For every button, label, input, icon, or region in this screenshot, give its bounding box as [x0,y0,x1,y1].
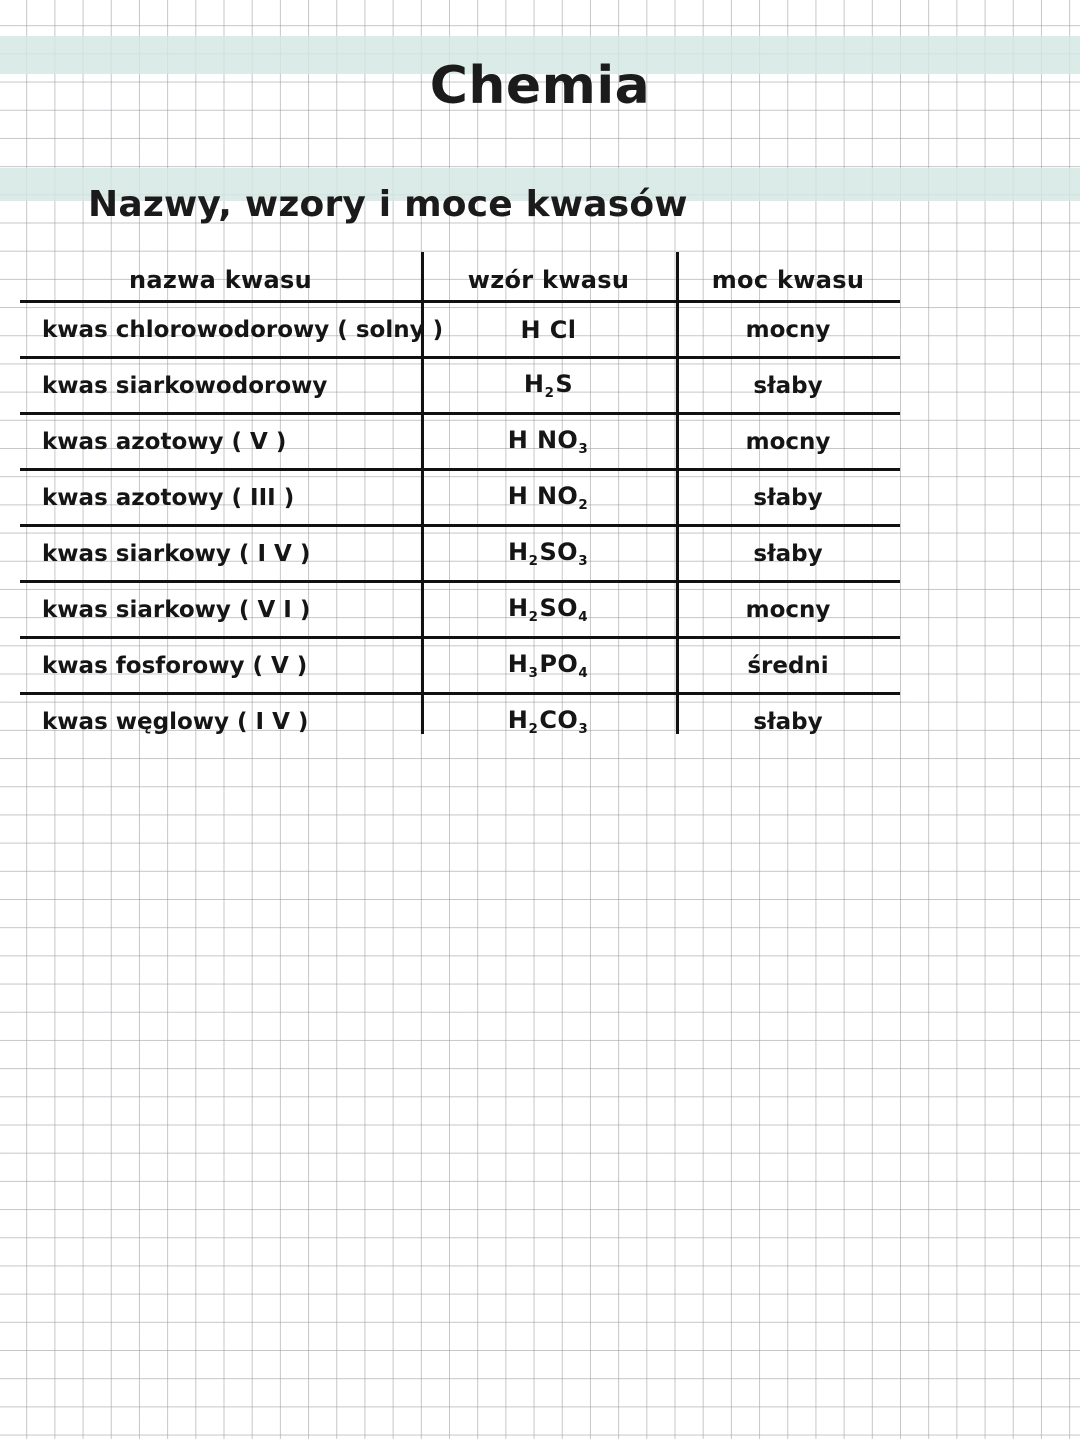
table-row [20,638,900,694]
cell-acid-strength: mocny [745,429,831,455]
cell-acid-formula [421,594,676,627]
cell-acid-formula [421,538,676,571]
cell-acid-name: kwas węglowy ( I V ) [42,709,309,735]
cell-acid-name: kwas siarkowy ( V I ) [42,597,311,623]
table-row [20,358,900,414]
table-row [20,414,900,470]
cell-acid-strength: średni [747,653,829,679]
cell-acid-formula [421,706,676,739]
header-cell-name: nazwa kwasu [129,266,312,294]
chemical-formula: $H_2S$ [523,369,574,402]
cell-acid-name: kwas azotowy ( V ) [42,429,287,455]
cell-acid-strength: słaby [753,373,823,399]
chemical-formula: H $NO_2$ [507,481,588,514]
cell-acid-strength: słaby [753,485,823,511]
cell-acid-formula [421,426,676,459]
table-row [20,694,900,750]
chemical-formula: H Cl [520,316,577,344]
table-row [20,582,900,638]
chemical-formula: $H_2SO_3$ [507,537,588,570]
cell-acid-formula [421,650,676,683]
cell-acid-name: kwas siarkowy ( I V ) [42,541,311,567]
cell-acid-name: kwas azotowy ( III ) [42,485,295,511]
cell-acid-strength: mocny [745,597,831,623]
chemical-formula: $H_2SO_4$ [507,593,588,626]
header-cell-strength: moc kwasu [711,266,865,294]
chemical-formula: $H_3PO_4$ [507,649,588,682]
chemical-formula: H $NO_3$ [507,425,588,458]
cell-acid-name: kwas fosforowy ( V ) [42,653,308,679]
chemical-formula: $H_2CO_3$ [507,705,588,738]
cell-acid-strength: słaby [753,541,823,567]
cell-acid-strength: słaby [753,709,823,735]
cell-acid-name: kwas chlorowodorowy ( solny ) [42,317,444,343]
table-row [20,470,900,526]
page-title: Chemia [429,55,651,116]
cell-acid-name: kwas siarkowodorowy [42,373,328,399]
cell-acid-formula [421,316,676,344]
table-row [20,526,900,582]
section-subtitle: Nazwy, wzory i moce kwasów [88,183,688,225]
cell-acid-formula [421,370,676,403]
acid-table [20,252,900,738]
table-row [20,302,900,358]
header-cell-formula: wzór kwasu [467,266,630,294]
cell-acid-strength: mocny [745,317,831,343]
cell-acid-formula [421,482,676,515]
